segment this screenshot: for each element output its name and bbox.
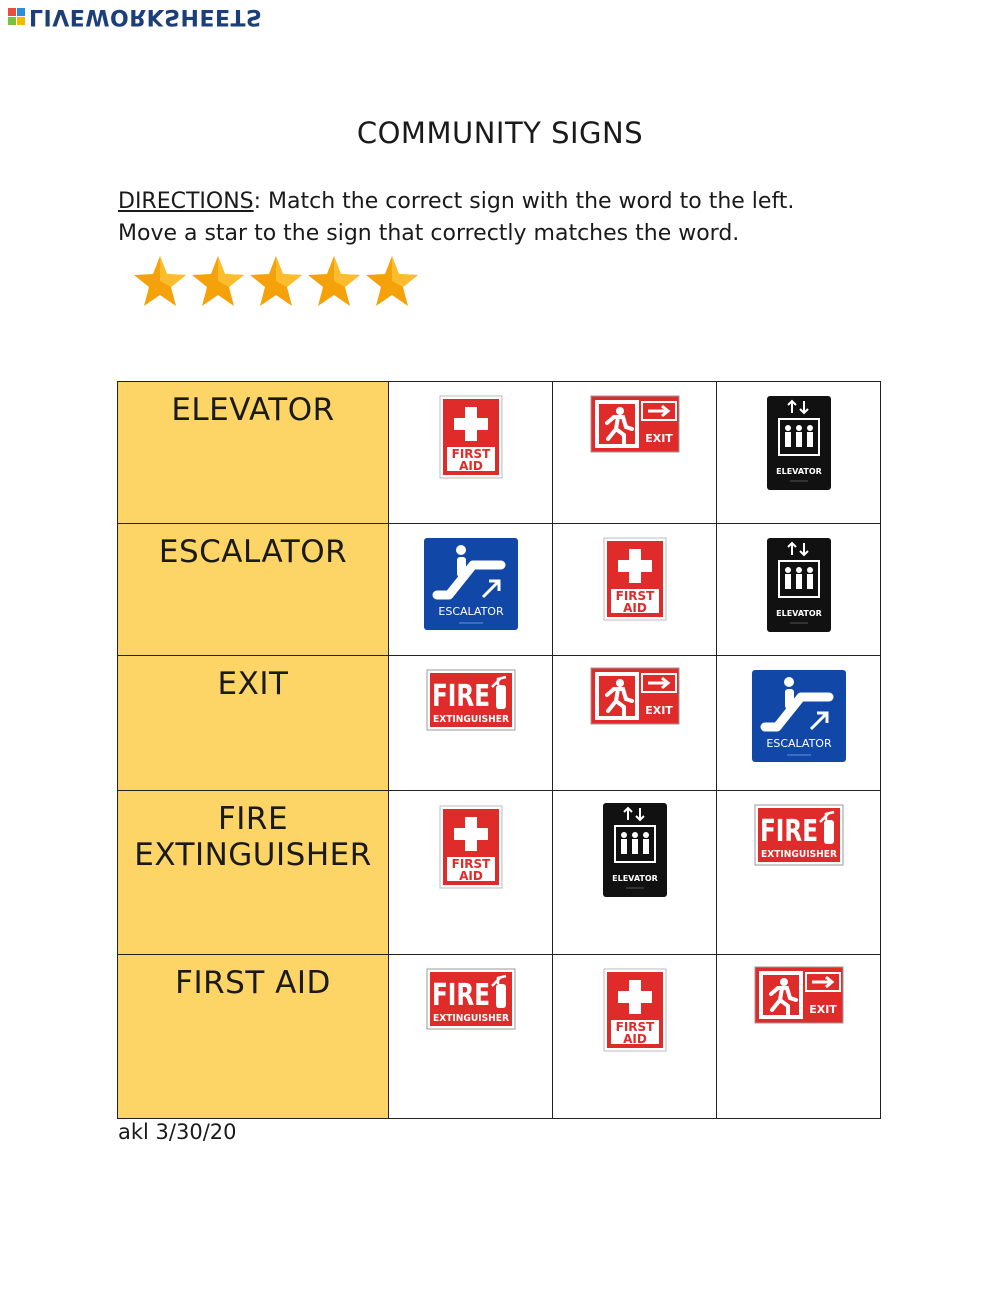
elevator-text: ELEVATOR	[775, 609, 822, 618]
footer-initials-date: akl 3/30/20	[118, 1120, 237, 1144]
word-cell	[118, 955, 389, 1119]
first-aid-sign-icon[interactable]	[439, 395, 503, 479]
word-fire: FIRE	[217, 801, 289, 837]
star-icon[interactable]	[189, 253, 247, 311]
sign-drop-cell[interactable]	[389, 382, 553, 524]
first-aid-text-2: AID	[458, 459, 483, 473]
matching-table	[117, 381, 881, 1119]
sign-drop-cell[interactable]	[389, 955, 553, 1119]
sign-drop-cell[interactable]	[553, 382, 717, 524]
elevator-text: ELEVATOR	[611, 874, 658, 883]
word-escalator: ESCALATOR	[158, 534, 348, 570]
first-aid-sign-icon[interactable]	[603, 968, 667, 1052]
star-icon[interactable]	[131, 253, 189, 311]
table-row	[118, 524, 881, 656]
table-row	[118, 791, 881, 955]
sign-drop-cell[interactable]	[553, 791, 717, 955]
first-aid-text-2: AID	[622, 601, 647, 615]
fire-text: FIRE	[759, 814, 818, 849]
word-elevator: ELEVATOR	[171, 392, 335, 428]
table-row	[118, 955, 881, 1119]
escalator-text: ESCALATOR	[437, 605, 504, 618]
sign-drop-cell[interactable]	[553, 656, 717, 791]
directions-label: DIRECTIONS	[118, 189, 254, 214]
sign-drop-cell[interactable]	[553, 524, 717, 656]
table-row	[118, 382, 881, 524]
star-icon[interactable]	[305, 253, 363, 311]
word-exit: EXIT	[217, 666, 289, 702]
exit-sign-icon[interactable]	[590, 667, 680, 725]
exit-sign-icon[interactable]	[590, 395, 680, 453]
word-cell	[118, 382, 389, 524]
word-first-aid: FIRST AID	[175, 965, 331, 1001]
sign-drop-cell[interactable]	[717, 791, 881, 955]
exit-sign-icon[interactable]	[754, 966, 844, 1024]
first-aid-text-1: FIRST	[451, 857, 490, 871]
sign-drop-cell[interactable]	[553, 955, 717, 1119]
liveworksheets-logo	[8, 4, 262, 29]
word-cell	[118, 524, 389, 656]
first-aid-text-1: FIRST	[615, 1020, 654, 1034]
escalator-sign-icon[interactable]	[423, 537, 519, 631]
star-icon[interactable]	[247, 253, 305, 311]
fire-text: FIRE	[431, 679, 490, 714]
elevator-sign-icon[interactable]	[766, 395, 832, 491]
directions-line1: : Match the correct sign with the word to the left.	[253, 189, 795, 214]
sign-drop-cell[interactable]	[389, 524, 553, 656]
first-aid-text-2: AID	[458, 869, 483, 883]
fire-extinguisher-sign-icon[interactable]	[754, 804, 844, 866]
sign-drop-cell[interactable]	[717, 955, 881, 1119]
directions-line2: Move a star to the sign that correctly matches the word.	[118, 221, 740, 246]
sign-drop-cell[interactable]	[389, 791, 553, 955]
star-icon[interactable]	[363, 253, 421, 311]
first-aid-sign-icon[interactable]	[603, 537, 667, 621]
exit-text: EXIT	[644, 704, 673, 717]
exit-text: EXIT	[644, 432, 673, 445]
word-cell	[118, 791, 389, 955]
sign-drop-cell[interactable]	[389, 656, 553, 791]
table-row	[118, 656, 881, 791]
fire-extinguisher-sign-icon[interactable]	[426, 968, 516, 1030]
fire-text: FIRE	[431, 978, 490, 1013]
extinguisher-text: EXTINGUISHER	[432, 1013, 509, 1024]
word-fire-extinguisher	[118, 791, 388, 873]
first-aid-text-1: FIRST	[451, 447, 490, 461]
elevator-text: ELEVATOR	[775, 467, 822, 476]
sign-drop-cell[interactable]	[717, 656, 881, 791]
elevator-sign-icon[interactable]	[602, 802, 668, 898]
logo-text: LIVEWORKSHEETS	[29, 4, 263, 29]
escalator-text: ESCALATOR	[765, 737, 832, 750]
directions	[118, 186, 898, 250]
extinguisher-text: EXTINGUISHER	[432, 714, 509, 725]
extinguisher-text: EXTINGUISHER	[760, 849, 837, 860]
escalator-sign-icon[interactable]	[751, 669, 847, 763]
first-aid-text-2: AID	[622, 1032, 647, 1046]
first-aid-sign-icon[interactable]	[439, 805, 503, 889]
sign-drop-cell[interactable]	[717, 382, 881, 524]
fire-extinguisher-sign-icon[interactable]	[426, 669, 516, 731]
word-cell	[118, 656, 389, 791]
exit-text: EXIT	[808, 1003, 837, 1016]
page-title: COMMUNITY SIGNS	[356, 116, 644, 150]
elevator-sign-icon[interactable]	[766, 537, 832, 633]
word-extinguisher: EXTINGUISHER	[134, 837, 372, 873]
first-aid-text-1: FIRST	[615, 589, 654, 603]
draggable-stars	[131, 253, 421, 311]
sign-drop-cell[interactable]	[717, 524, 881, 656]
logo-blocks-icon	[8, 8, 25, 25]
